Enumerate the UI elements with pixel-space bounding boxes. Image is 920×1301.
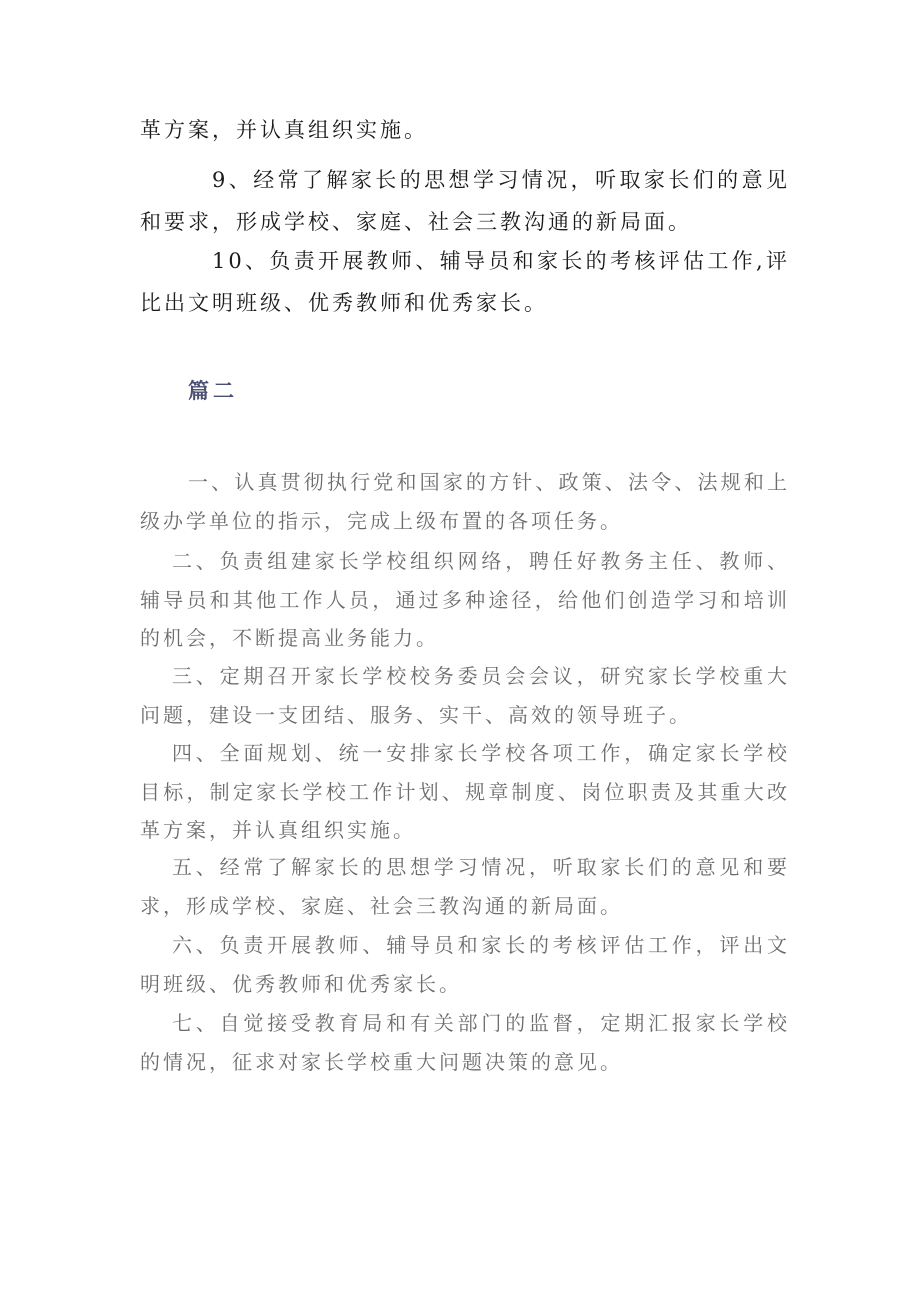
paragraph-item-10: 10、负责开展教师、辅导员和家长的考核评估工作,评比出文明班级、优秀教师和优秀家长。 — [140, 249, 790, 315]
paragraph-item-1: 一、认真贯彻执行党和国家的方针、政策、法令、法规和上级办学单位的指示，完成上级布置的各项任务。 — [140, 470, 790, 533]
paragraph-item-2: 二、负责组建家长学校组织网络，聘任好教务主任、教师、辅导员和其他工作人员，通过多种途径，给他们创造学习和培训的机会，不断提高业务能力。 — [140, 549, 790, 650]
paragraph-item-3: 三、定期召开家长学校校务委员会会议，研究家长学校重大问题，建设一支团结、服务、实干、高效的领导班子。 — [140, 664, 790, 727]
paragraph-item-9: 9、经常了解家长的思想学习情况，听取家长们的意见和要求，形成学校、家庭、社会三教沟通的新局面。 — [140, 168, 790, 234]
paragraph-item-6: 六、负责开展教师、辅导员和家长的考核评估工作，评出文明班级、优秀教师和优秀家长。 — [140, 933, 790, 996]
section-title: 篇二 — [188, 378, 238, 403]
paragraph-continuation: 革方案，并认真组织实施。 — [140, 118, 428, 142]
paragraph-item-7: 七、自觉接受教育局和有关部门的监督，定期汇报家长学校的情况，征求对家长学校重大问题决策的意见。 — [140, 1011, 790, 1074]
paragraph-item-5: 五、经常了解家长的思想学习情况，听取家长们的意见和要求，形成学校、家庭、社会三教沟通的新局面。 — [140, 855, 790, 918]
paragraph-item-4: 四、全面规划、统一安排家长学校各项工作，确定家长学校目标，制定家长学校工作计划、规章制度、岗位职责及其重大改革方案，并认真组织实施。 — [140, 741, 790, 842]
